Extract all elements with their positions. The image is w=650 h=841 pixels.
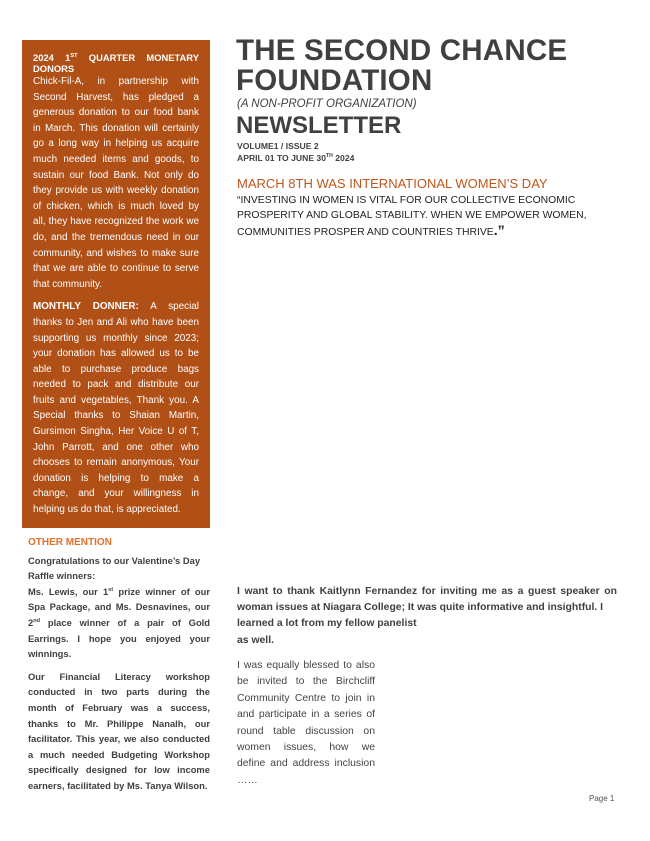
quote-text: “INVESTING IN WOMEN IS VITAL FOR OUR COLLECTIVE ECONOMIC PROSPERITY AND GLOBAL STABILITY. WHEN WE EMPOWER WOMEN, COMMUNITIES PROSPER AND COUNTRIES THRIVE — [237, 195, 587, 238]
date-sup: TH — [326, 153, 333, 160]
monetary-donors-sidebar — [22, 40, 210, 528]
date-text: 2024 — [332, 153, 355, 163]
womens-day-quote — [237, 193, 617, 240]
thanks-paragraph — [237, 584, 617, 649]
raffle-sup: nd — [33, 617, 41, 624]
quote-end: .” — [493, 222, 505, 238]
other-mention-section — [28, 535, 210, 801]
monthly-text: A special thanks to Jen and Ali who have been supporting us monthly since 2023; your donation has allowed us to be able to purchase produce bags needed to pack and distribute our fruits and vegetables, Thank you. A Special thanks to Shaian Martin, Gursimon Singha, Her Voice U of T, John Parrott, and one other who chooses to remain anonymous, Your donation is helping to make a change, and your willingness in helping us do that, is appreciated. — [33, 301, 199, 516]
subtitle: (A NON-PROFIT ORGANIZATION) — [237, 98, 417, 110]
raffle-text: place winner of a pair of Gold Earrings. I hope you enjoyed your winnings. — [28, 616, 210, 660]
raffle-intro: Congratulations to our Valentine’s Day Raffle winners: — [28, 554, 201, 582]
issue-info — [237, 140, 354, 164]
donors-paragraph: Chick-Fil-A, in partnership with Second Harvest, has pledged a generous donation to our food bank in March. This donation will certainly go a long way in helping us acquire much needed items and goods, to sustain our food Bank. Not only do they provide us with weekly donation of chicken, which is much loved by all, they have recognized the work we do, and the tremendous need in our community, and wishes to make sure that we are able to continue to serve that community. — [33, 76, 199, 290]
monthly-donor-paragraph — [33, 299, 199, 517]
date-range — [237, 152, 354, 164]
other-mention-heading: OTHER MENTION — [28, 537, 112, 548]
monthly-label: MONTHLY DONNER: — [33, 301, 139, 313]
workshop-paragraph: Our Financial Literacy workshop conducted in two parts during the month of February was a success, thanks to Mr. Philippe Nanalh, our facilitator. This year, we also conducted a much needed Budgeting Workshop specifically designed for low income earners, facilitated by Ms. Tanya Wilson. — [28, 670, 210, 791]
raffle-sup: st — [108, 586, 114, 593]
raffle-paragraph — [28, 553, 210, 584]
heading-sup: ST — [70, 52, 78, 59]
womens-day-heading: MARCH 8TH WAS INTERNATIONAL WOMEN’S DAY — [237, 176, 548, 191]
page-number: Page 1 — [589, 794, 615, 803]
heading-text: QUARTER MONETARY DONORS — [33, 52, 199, 74]
raffle-winners — [28, 584, 210, 662]
thanks-tail: learned a lot from my fellow panelist as well. — [237, 618, 417, 646]
heading-text: 2024 1 — [33, 52, 71, 63]
thanks-main: I want to thank Kaitlynn Fernandez for inviting me as a guest speaker on woman issues at Niagara College; It was quite informative and insightful. I — [237, 586, 617, 614]
page-title: THE SECOND CHANCE FOUNDATION — [236, 34, 568, 97]
birchcliff-paragraph: I was equally blessed to also be invited to the Birchcliff Community Centre to join in and participate in a series of round table discussion on women issues, how we define and address inclusion …… — [237, 660, 375, 786]
date-text: APRIL 01 TO JUNE 30 — [237, 153, 326, 163]
newsletter-heading: NEWSLETTER — [236, 112, 402, 139]
donors-heading — [33, 52, 199, 74]
raffle-text: prize winner of our Spa Package, and Ms. Desnavines, our 2 — [28, 585, 210, 628]
raffle-text: Ms. Lewis, our 1 — [28, 585, 109, 597]
volume: VOLUME1 / ISSUE 2 — [237, 141, 319, 151]
